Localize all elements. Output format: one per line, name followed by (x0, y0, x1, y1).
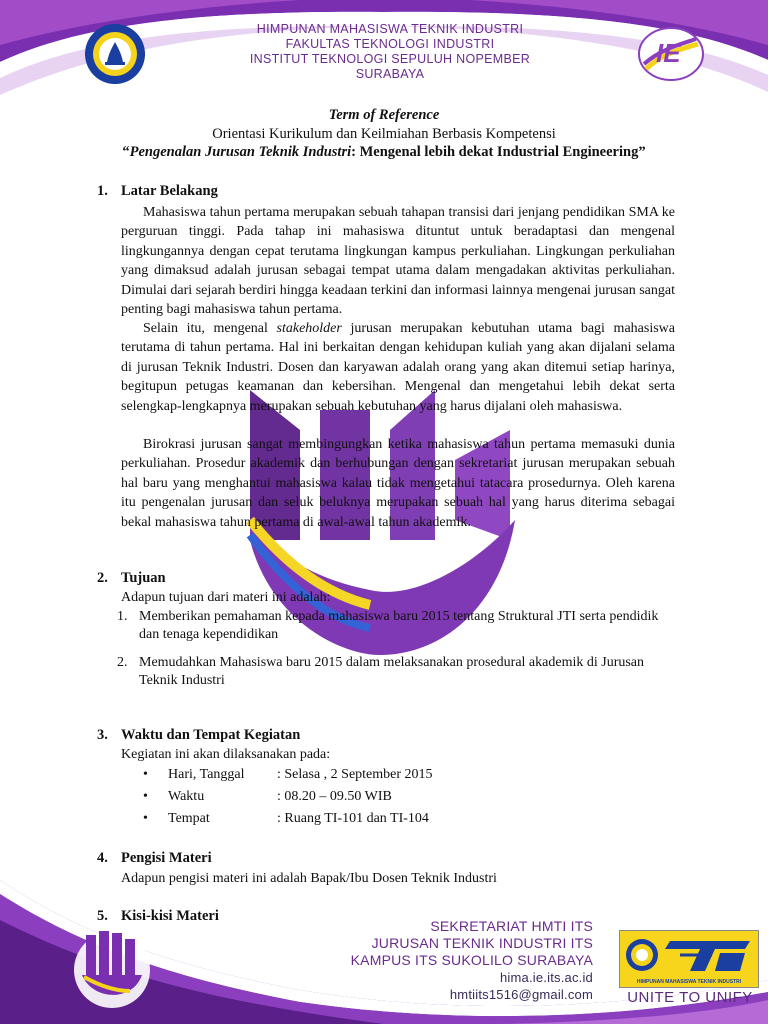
schedule-key: Hari, Tanggal (168, 767, 245, 782)
section-title: Tujuan (121, 570, 166, 586)
p2-part-b: jurusan merupakan kebutuhan utama bagi mahasiswa terutama di tahun pertama. Hal ini berkaitan dengan kehidupan kuliah yang akan dijalani selama di jurusan Teknik Industri. Dosen dan karyawan adalah orang yang akan ditemui setiap harinya, begitupun petugas keamanan dan kebersihan. Mengenal dan mengetahui lebih dekat serta selengkap-lengkapnya merupakan sebuah kebutuhan yang harus dijalani oleh mahasiswa. (121, 321, 675, 414)
header-line-2: FAKULTAS TEKNOLOGI INDUSTRI (285, 37, 495, 51)
section-heading-3 (97, 727, 300, 744)
schedule-key: Tempat (168, 811, 210, 826)
ie-logo (636, 24, 706, 84)
section-title: Kisi-kisi Materi (121, 908, 219, 924)
paragraph-3: Birokrasi jurusan sangat membingungkan ketika mahasiswa tahun pertama memasuki dunia perkuliahan. Prosedur akademik dan berhubungan dengan sekretariat jurusan merupakan sebuah hal baru yang menghantui mahasiswa kalau tidak mengetahui tatacara prosedurnya. Oleh karena itu pengenalan jurusan dan seluk beluknya merupakan sebuah hal yang harus diterima sebagai bekal mahasiswa tahun pertama di awal-awal tahun akademik. (121, 437, 675, 530)
footer-line-1: SEKRETARIAT HMTI ITS (430, 918, 593, 934)
organization-header (210, 22, 570, 82)
section-4-text: Adapun pengisi materi ini adalah Bapak/Ibu Dosen Teknik Industri (121, 871, 497, 886)
schedule-key: Waktu (168, 789, 205, 804)
section-title: Pengisi Materi (121, 850, 212, 866)
bullet: • (143, 789, 148, 804)
schedule-value: : 08.20 – 09.50 WIB (277, 789, 392, 804)
document-theme (60, 143, 708, 162)
section-title: Waktu dan Tempat Kegiatan (121, 727, 301, 743)
document-title-block (60, 106, 708, 162)
section-number: 1. (97, 183, 108, 199)
footer-slogan: UNITE TO UNIFY (627, 989, 753, 1006)
theme-open-quote: “ (122, 144, 130, 160)
header-line-4: SURABAYA (355, 67, 425, 81)
schedule-row-time (143, 787, 392, 807)
theme-rest: : Mengenal lebih dekat Industrial Engineering” (351, 144, 646, 160)
section-heading-2 (97, 570, 166, 587)
footer-address (351, 918, 593, 1003)
document-subtitle: Orientasi Kurikulum dan Keilmiahan Berbasis Kompetensi (212, 125, 556, 142)
hand-logo (72, 925, 152, 1010)
header-line-3: INSTITUT TEKNOLOGI SEPULUH NOPEMBER (249, 52, 531, 66)
footer-email: hmtiits1516@gmail.com (449, 987, 593, 1002)
schedule-row-date (143, 765, 433, 785)
hmti-logo-caption: HIMPUNAN MAHASISWA TEKNIK INDUSTRI (636, 979, 742, 985)
list-number: 2. (117, 655, 128, 670)
section-number: 3. (97, 727, 108, 743)
paragraph-2 (121, 319, 675, 416)
schedule-value: : Selasa , 2 September 2015 (277, 767, 433, 782)
bullet: • (143, 811, 148, 826)
schedule-row-place (143, 809, 429, 829)
paragraph-1: Mahasiswa tahun pertama merupakan sebuah tahapan transisi dari jenjang pendidikan SMA ke perguruan tinggi. Pada tahap ini mahasiswa dituntut untuk beradaptasi dan mengenal lingkungannya dengan cepat terutama lingkungan kampus perkuliahan. Lingkungan perkuliahan yang dimaksud adalah jurusan sebagai tempat utama dalam mengadakan aktivitas perkuliahan. Dimulai dari sejarah berdiri hingga keadaan terkini dan informasi lainnya mengenai jurusan sangat penting bagi mahasiswa tahun pertama. (121, 205, 675, 318)
section-heading-4 (97, 850, 212, 867)
section-title: Latar Belakang (121, 183, 218, 199)
document-type: Term of Reference (328, 107, 440, 123)
list-number: 1. (117, 609, 128, 624)
footer-website: hima.ie.its.ac.id (500, 970, 593, 985)
footer-line-2: JURUSAN TEKNIK INDUSTRI ITS (371, 935, 593, 951)
theme-italic: Pengenalan Jurusan Teknik Industri (129, 144, 352, 160)
header-line-1: HIMPUNAN MAHASISWA TEKNIK INDUSTRI (256, 22, 524, 36)
schedule-value: : Ruang TI-101 dan TI-104 (277, 811, 429, 826)
section-3-intro: Kegiatan ini akan dilaksanakan pada: (121, 747, 331, 762)
list-text: Memberikan pemahaman kepada mahasiswa baru 2015 tentang Struktural JTI serta pendidik dan tenaga kependidikan (139, 609, 659, 642)
list-text: Memudahkan Mahasiswa baru 2015 dalam melaksanakan prosedural akademik di Jurusan Teknik Industri (139, 655, 645, 688)
section-heading-1 (97, 183, 218, 200)
section-number: 4. (97, 850, 108, 866)
p2-part-a: Selain itu, mengenal (143, 321, 277, 336)
section-number: 2. (97, 570, 108, 586)
section-number: 5. (97, 908, 108, 924)
footer-line-3: KAMPUS ITS SUKOLILO SURABAYA (350, 952, 593, 968)
its-logo (83, 22, 147, 86)
bullet: • (143, 767, 148, 782)
p2-italic: stakeholder (276, 321, 342, 336)
ie-logo-text: IE (656, 38, 681, 68)
section-2-intro: Adapun tujuan dari materi ini adalah: (121, 590, 331, 605)
hmti-logo (619, 930, 759, 988)
